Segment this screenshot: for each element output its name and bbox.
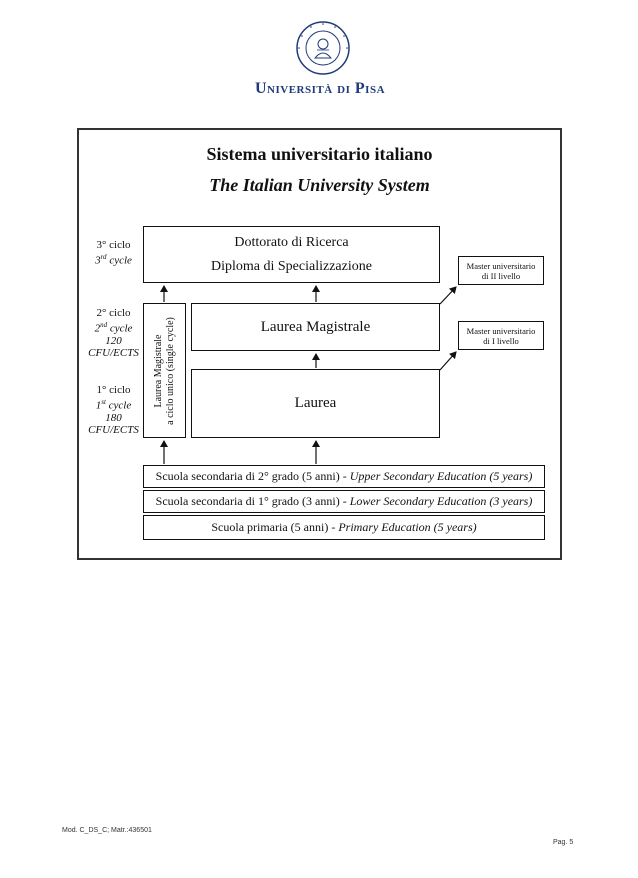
ciclo-unico-label: Laurea Magistrale a ciclo unico (single cycle)	[152, 316, 176, 425]
row-primary: Scuola primaria (5 anni) - Primary Education (5 years)	[143, 515, 545, 540]
cycle-second-it: 2° ciclo	[96, 307, 131, 319]
university-seal-icon	[295, 20, 351, 76]
master-2-line2: di II livello	[481, 270, 521, 281]
cycle-third-it: 3° ciclo	[96, 239, 131, 251]
cycle-second-en: 2nd cycle	[94, 321, 133, 335]
cycle-second-credits: 120	[105, 334, 122, 347]
laurea-label: Laurea	[294, 395, 337, 411]
diagram-title-english: The Italian University System	[209, 175, 430, 195]
cycle-label-third	[86, 239, 141, 267]
box-master-first-level	[458, 321, 544, 350]
cycle-first-en: 1st cycle	[95, 398, 132, 412]
row-lower-secondary: Scuola secondaria di 1° grado (3 anni) - Lower Secondary Education (3 years)	[143, 490, 545, 513]
diagram-title-italian: Sistema universitario italiano	[206, 144, 433, 164]
laurea-magistrale-label: Laurea Magistrale	[260, 318, 371, 335]
box-dottorato	[143, 226, 440, 283]
cycle-first-it: 1° ciclo	[96, 384, 131, 396]
master-1-line1: Master universitario	[466, 325, 536, 336]
box-ciclo-unico	[143, 303, 186, 438]
box-laurea-magistrale	[191, 303, 440, 351]
cycle-label-second	[86, 307, 141, 359]
row-upper-secondary: Scuola secondaria di 2° grado (5 anni) - Upper Secondary Education (5 years)	[143, 465, 545, 488]
university-name: Università di Pisa	[254, 80, 386, 97]
document-code: Mod. C_DS_C; Matr.:436501	[62, 827, 152, 834]
cycle-first-unit: CFU/ECTS	[88, 423, 139, 436]
box-master-second-level	[458, 256, 544, 285]
cycle-third-en: 3rd cycle	[95, 253, 132, 267]
box-laurea	[191, 369, 440, 438]
master-1-line2: di I livello	[483, 335, 519, 346]
specializzazione-label: Diploma di Specializzazione	[211, 258, 372, 274]
page-number: Pag. 5	[553, 839, 574, 846]
cycle-label-first	[86, 384, 141, 436]
cycle-first-credits: 180	[105, 411, 122, 424]
cycle-second-unit: CFU/ECTS	[88, 346, 139, 359]
dottorato-label: Dottorato di Ricerca	[234, 234, 349, 250]
master-2-line1: Master universitario	[466, 260, 536, 271]
